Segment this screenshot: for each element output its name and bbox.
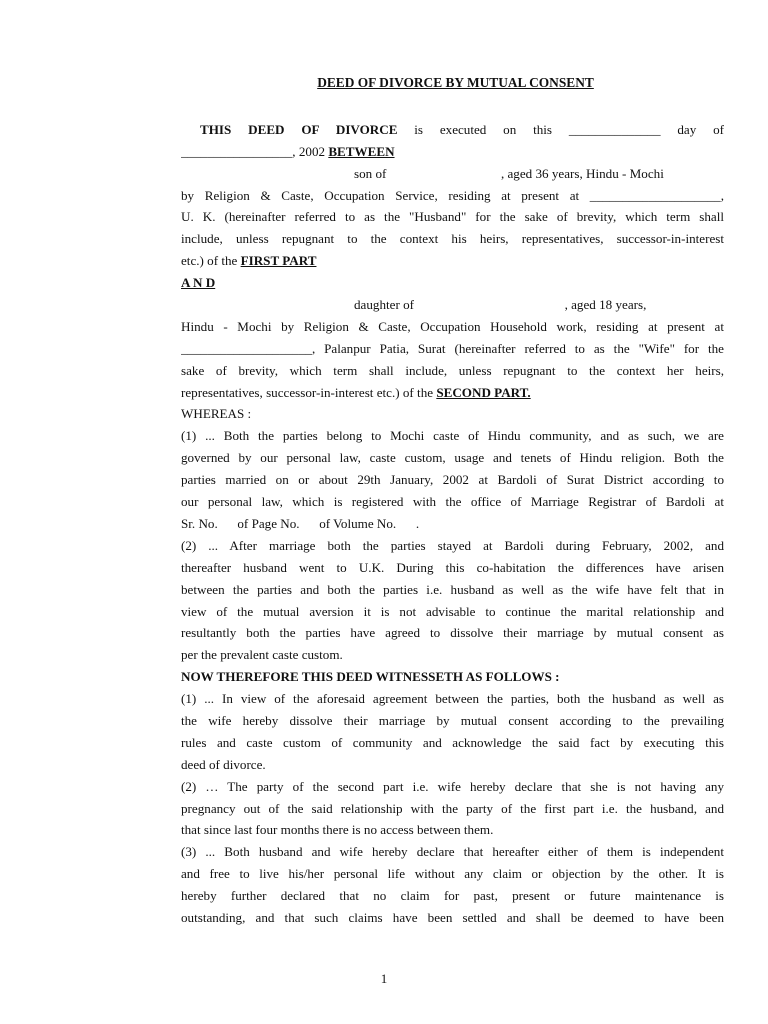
clause-2-line: pregnancy out of the said relationship with the party of the first part i.e. the husband, and	[181, 800, 724, 816]
page-number: 1	[380, 971, 388, 986]
document-title: DEED OF DIVORCE BY MUTUAL CONSENT	[317, 75, 594, 90]
execution-date-text: is executed on this ______________ day of	[397, 121, 724, 137]
whereas-2-line: thereafter husband went to U.K. During this co-habitation the differences have arisen	[181, 559, 724, 575]
intro-line	[181, 141, 724, 163]
witness-heading: NOW THEREFORE THIS DEED WITNESSETH AS FOLLOWS :	[181, 669, 560, 685]
wife-line: sake of brevity, which term shall include, unless repugnant to the context her heirs,	[181, 362, 724, 378]
husband-line	[181, 250, 724, 272]
whereas-2-line: resultantly both the parties have agreed to dissolve their marriage by mutual consent as	[181, 625, 724, 641]
clause-2-line: that since last four months there is no access between them.	[181, 822, 494, 838]
deed-opening: THIS DEED OF DIVORCE	[200, 121, 398, 137]
husband-line: by Religion & Caste, Occupation Service, residing at present at ____________________,	[181, 187, 724, 203]
wife-line	[181, 382, 724, 404]
clause-3-line: (3) ... Both husband and wife hereby declare that hereafter either of them is independent	[181, 844, 724, 860]
clause-1-line: rules and caste custom of community and acknowledge the said fact by executing this	[181, 734, 724, 750]
clause-3-line: outstanding, and that such claims have been settled and shall be deemed to have been	[181, 909, 724, 925]
whereas-label: WHEREAS :	[181, 406, 252, 422]
whereas-1-line: (1) ... Both the parties belong to Mochi caste of Hindu community, and as such, we are	[181, 428, 724, 444]
whereas-2-line: between the parties and both the parties i.e. husband as well as the wife have felt that in	[181, 581, 724, 597]
clause-2-line: (2) … The party of the second part i.e. wife hereby declare that she is not having any	[181, 778, 724, 794]
whereas-2-line: (2) ... After marriage both the parties stayed at Bardoli during February, 2002, and	[181, 537, 724, 553]
year-text: _________________, 2002	[181, 143, 329, 159]
of-the-text: representatives, successor-in-interest etc.) of the	[181, 384, 437, 400]
clause-1-line: the wife hereby dissolve their marriage by mutual consent according to the prevailing	[181, 712, 724, 728]
clause-1-line: (1) ... In view of the aforesaid agreement between the parties, both the husband as well as	[181, 691, 724, 707]
whereas-1-line: governed by our personal law, caste custom, usage and tenets of Hindu religion. Both the	[181, 450, 724, 466]
whereas-1-line: parties married on or about 29th January, 2002 at Bardoli of Surat District according to	[181, 472, 724, 488]
husband-line: son of , aged 36 years, Hindu - Mochi	[354, 165, 664, 181]
clause-3-line: hereby further declared that no claim for past, present or future maintenance is	[181, 888, 724, 904]
and-label: A N D	[181, 275, 216, 291]
whereas-1-line: Sr. No. of Page No. of Volume No. .	[181, 515, 420, 531]
deed-page	[181, 72, 724, 929]
wife-line: Hindu - Mochi by Religion & Caste, Occupation Household work, residing at present at	[181, 318, 724, 334]
second-part-label: SECOND PART.	[436, 384, 531, 400]
wife-line: daughter of , aged 18 years,	[354, 297, 647, 313]
wife-line: ____________________, Palanpur Patia, Surat (hereinafter referred to as the "Wife" for the	[181, 340, 724, 356]
husband-line: include, unless repugnant to the context his heirs, representatives, successor-in-interest	[181, 231, 724, 247]
intro-line	[181, 119, 724, 141]
clause-3-line: and free to live his/her personal life without any claim or objection by the other. It is	[181, 866, 724, 882]
between-label: BETWEEN	[328, 143, 395, 159]
first-part-label: FIRST PART	[240, 253, 317, 269]
whereas-1-line: our personal law, which is registered with the office of Marriage Registrar of Bardoli at	[181, 494, 724, 510]
of-the-text: etc.) of the	[181, 253, 241, 269]
whereas-2-line: per the prevalent caste custom.	[181, 647, 343, 663]
husband-line: U. K. (hereinafter referred to as the "Husband" for the sake of brevity, which term shall	[181, 209, 724, 225]
clause-1-line: deed of divorce.	[181, 756, 266, 772]
whereas-2-line: view of the mutual aversion it is not advisable to continue the marital relationship and	[181, 603, 724, 619]
